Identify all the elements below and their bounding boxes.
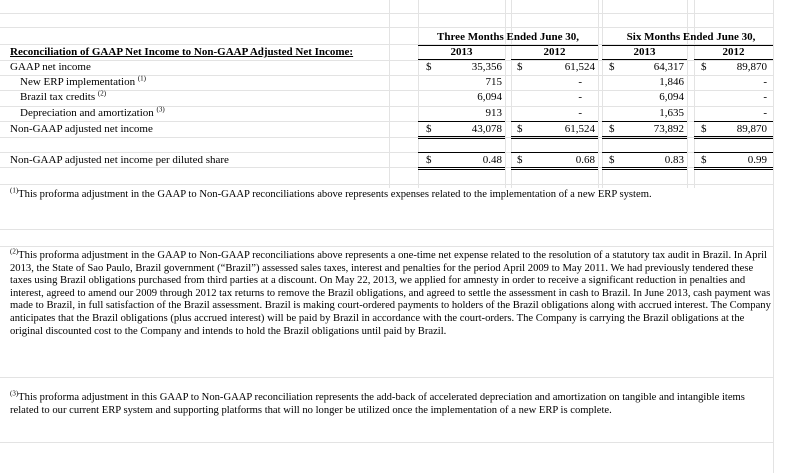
dollar-sign: $ [426, 154, 432, 166]
total-double-rule [511, 136, 598, 139]
grid-line [418, 0, 419, 188]
row-label: Brazil tax credits $^{(2)}$ [20, 89, 107, 103]
value-cell: 0.83 [664, 154, 684, 166]
value-cell: 61,524 [564, 123, 595, 135]
footnote-1 [10, 186, 772, 202]
footnote-marker: (3) [10, 389, 19, 398]
header-rule [511, 59, 598, 60]
dollar-sign: $ [517, 61, 523, 73]
subtotal-rule [511, 121, 598, 122]
dollar-sign: $ [701, 154, 707, 166]
grid-line [598, 0, 599, 188]
footnote-marker: (2) [10, 247, 19, 256]
footnote-text: This proforma adjustment in the GAAP to Non-GAAP reconciliations above represents expenses related to the implementation of a new ERP system. [18, 189, 652, 200]
footnote-text: This proforma adjustment in the GAAP to Non-GAAP reconciliations above represents a one-time net expense related to the resolution of a statutory tax audit in Brazil. In April 2013, the State of Sao Paulo, Brazil government (“Brazil”) assessed sales taxes, interest and penalties for the period April 2009 to May 2011. We had previously tendered these taxes using Brazil obligations purchased from third parties at a discount. On May 22, 2013, we applied for amnesty in order to receive a significant reduction in penalties and interest, agreed to amend our 2009 through 2012 tax returns to remove the Brazil obligations, and agreed to settle the assessment in cash to Brazil. In June 2013, cash payment was made to Brazil, in full satisfaction of the Brazil assessment. Brazil is making court-ordered payments to holders of the Brazil obligations along with accrued interest. The Company anticipates that the Brazil obligations (plus accrued interest) will be paid by Brazil in accordance with the court-orders. The Company is carrying the Brazil obligations at the original discounted cost to the Company and intends to hold the Brazil obligations until paid by Brazil. [10, 250, 771, 337]
row-label: Depreciation and amortization $^{(3)}$ [20, 105, 165, 119]
header-rule [694, 59, 773, 60]
value-cell: 6,094 [477, 91, 502, 103]
grid-line [0, 184, 773, 185]
dollar-sign: $ [701, 123, 707, 135]
dollar-sign: $ [701, 61, 707, 73]
grid-line [694, 0, 695, 188]
per-share-rule [418, 152, 505, 153]
value-cell: 43,078 [471, 123, 502, 135]
value-cell: 73,892 [653, 123, 684, 135]
per-share-rule [694, 152, 773, 153]
grid-line [511, 0, 512, 188]
grid-line [0, 377, 773, 378]
row-label: GAAP net income [10, 61, 91, 73]
grid-line [0, 13, 773, 14]
total-double-rule [694, 167, 773, 170]
grid-line [687, 0, 688, 188]
footnote-marker: (1) [10, 186, 19, 195]
total-double-rule [511, 167, 598, 170]
per-share-rule [511, 152, 598, 153]
total-double-rule [602, 136, 687, 139]
value-cell: 89,870 [736, 123, 767, 135]
dollar-sign: $ [609, 61, 615, 73]
grid-line [773, 0, 774, 473]
value-cell: 6,094 [659, 91, 684, 103]
grid-line [389, 0, 390, 188]
total-double-rule [694, 136, 773, 139]
footnote-3 [10, 389, 772, 417]
total-double-rule [418, 167, 505, 170]
header-six-months: Six Months Ended June 30, [626, 31, 756, 43]
grid-line [0, 442, 773, 443]
grid-line [505, 0, 506, 188]
row-label: Non-GAAP adjusted net income [10, 123, 153, 135]
value-cell: - [763, 107, 767, 119]
row-label: Non-GAAP adjusted net income per diluted share [10, 154, 229, 166]
total-double-rule [602, 167, 687, 170]
footnote-2 [10, 247, 772, 338]
value-cell: 64,317 [653, 61, 684, 73]
col-2013-six-months: 2013 [633, 46, 656, 58]
value-cell: 0.48 [482, 154, 502, 166]
grid-line [0, 27, 773, 28]
subtotal-rule [602, 121, 687, 122]
value-cell: 89,870 [736, 61, 767, 73]
footnote-ref: (2) [97, 89, 107, 98]
footnote-ref: (1) [137, 74, 146, 83]
per-share-rule [602, 152, 687, 153]
value-cell: - [763, 91, 767, 103]
col-2013-three-months: 2013 [450, 46, 473, 58]
dollar-sign: $ [426, 123, 432, 135]
footnote-ref: (3) [156, 105, 165, 114]
header-rule [418, 59, 505, 60]
value-cell: 0.68 [575, 154, 595, 166]
value-cell: - [578, 107, 582, 119]
dollar-sign: $ [609, 154, 615, 166]
dollar-sign: $ [517, 154, 523, 166]
grid-line [0, 229, 773, 230]
header-rule [602, 59, 687, 60]
footnote-text: This proforma adjustment in this GAAP to Non-GAAP reconciliation represents the add-back of accelerated depreciation and amortization on tangible and intangible items related to our current ERP system and supporting platforms that will no longer be utilized once the implementation of a new ERP is complete. [10, 392, 745, 416]
value-cell: 35,356 [471, 61, 502, 73]
subtotal-rule [418, 121, 505, 122]
value-cell: 1,846 [659, 76, 684, 88]
grid-line [0, 246, 773, 247]
value-cell: 61,524 [564, 61, 595, 73]
value-cell: 715 [485, 76, 502, 88]
header-three-months: Three Months Ended June 30, [437, 31, 579, 43]
dollar-sign: $ [426, 61, 432, 73]
value-cell: 1,635 [659, 107, 684, 119]
value-cell: 913 [485, 107, 502, 119]
dollar-sign: $ [609, 123, 615, 135]
row-label: New ERP implementation $^{(1)}$ [20, 74, 146, 88]
table-title: Reconciliation of GAAP Net Income to Non-GAAP Adjusted Net Income: [10, 46, 354, 58]
value-cell: - [763, 76, 767, 88]
grid-line [602, 0, 603, 188]
subtotal-rule [694, 121, 773, 122]
value-cell: 0.99 [747, 154, 767, 166]
value-cell: - [578, 91, 582, 103]
col-2012-six-months: 2012 [722, 46, 745, 58]
total-double-rule [418, 136, 505, 139]
dollar-sign: $ [517, 123, 523, 135]
value-cell: - [578, 76, 582, 88]
col-2012-three-months: 2012 [543, 46, 566, 58]
